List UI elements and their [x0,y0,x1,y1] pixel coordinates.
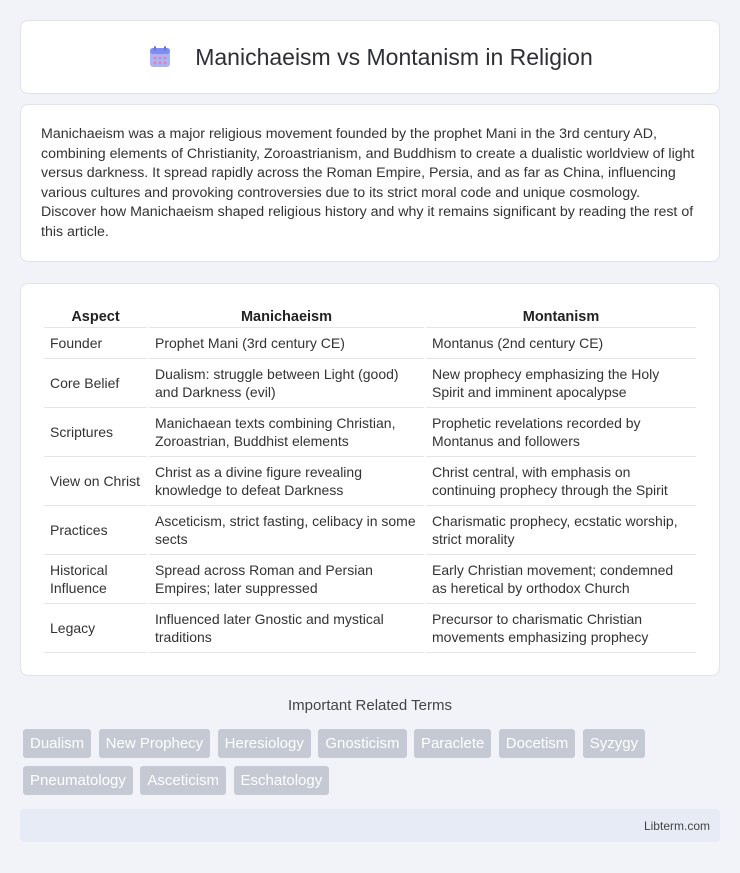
aspect-cell: Core Belief [44,359,147,408]
tag-pneumatology[interactable]: Pneumatology [23,766,133,795]
intro-card [20,104,720,262]
header-manichaeism: Manichaeism [149,304,424,328]
aspect-cell: Practices [44,506,147,555]
footer [20,809,720,842]
manichaeism-cell: Manichaean texts combining Christian, Zoroastrian, Buddhist elements [149,408,424,457]
header-montanism: Montanism [426,304,696,328]
tag-dualism[interactable]: Dualism [23,729,91,758]
comparison-table [42,304,698,653]
table-row [44,604,696,653]
manichaeism-cell: Prophet Mani (3rd century CE) [149,328,424,359]
related-terms-list [23,729,723,803]
table-row [44,457,696,506]
aspect-cell: Scriptures [44,408,147,457]
aspect-cell: View on Christ [44,457,147,506]
montanism-cell: Christ central, with emphasis on continuing prophecy through the Spirit [426,457,696,506]
title-card [20,20,720,94]
montanism-cell: New prophecy emphasizing the Holy Spirit and imminent apocalypse [426,359,696,408]
page-title: Manichaeism vs Montanism in Religion [195,43,593,70]
tag-paraclete[interactable]: Paraclete [414,729,491,758]
tag-docetism[interactable]: Docetism [499,729,576,758]
tag-eschatology[interactable]: Eschatology [234,766,330,795]
montanism-cell: Precursor to charismatic Christian movements emphasizing prophecy [426,604,696,653]
related-terms-title: Important Related Terms [288,697,452,714]
table-row [44,506,696,555]
manichaeism-cell: Influenced later Gnostic and mystical traditions [149,604,424,653]
header-aspect: Aspect [44,304,147,328]
aspect-cell: Founder [44,328,147,359]
comparison-card [20,283,720,676]
table-header-row [44,304,696,328]
manichaeism-cell: Asceticism, strict fasting, celibacy in some sects [149,506,424,555]
footer-site-link[interactable]: Libterm.com [643,819,710,833]
tag-syzygy[interactable]: Syzygy [583,729,645,758]
manichaeism-cell: Christ as a divine figure revealing knowledge to defeat Darkness [149,457,424,506]
calendar-grid-icon [147,44,173,70]
table-row [44,408,696,457]
montanism-cell: Charismatic prophecy, ecstatic worship, strict morality [426,506,696,555]
tag-gnosticism[interactable]: Gnosticism [318,729,406,758]
manichaeism-cell: Spread across Roman and Persian Empires; later suppressed [149,555,424,604]
aspect-cell: Legacy [44,604,147,653]
tag-asceticism[interactable]: Asceticism [140,766,226,795]
intro-text: Manichaeism was a major religious movement founded by the prophet Mani in the 3rd century AD, combining elements of Christianity, Zoroastrianism, and Buddhism to create a dualistic worldview of light versus darkness. It spread rapidly across the Roman Empire, Persia, and as far as China, influencing various cultures and provoking controversies due to its strict moral code and unique cosmology. Discover how Manichaeism shaped religious history and why it remains significant by reading the rest of this article. [41,126,695,240]
aspect-cell: Historical Influence [44,555,147,604]
table-row [44,555,696,604]
manichaeism-cell: Dualism: struggle between Light (good) and Darkness (evil) [149,359,424,408]
montanism-cell: Early Christian movement; condemned as heretical by orthodox Church [426,555,696,604]
tag-heresiology[interactable]: Heresiology [218,729,311,758]
table-row [44,359,696,408]
montanism-cell: Prophetic revelations recorded by Montanus and followers [426,408,696,457]
table-row [44,328,696,359]
montanism-cell: Montanus (2nd century CE) [426,328,696,359]
tag-new-prophecy[interactable]: New Prophecy [99,729,211,758]
